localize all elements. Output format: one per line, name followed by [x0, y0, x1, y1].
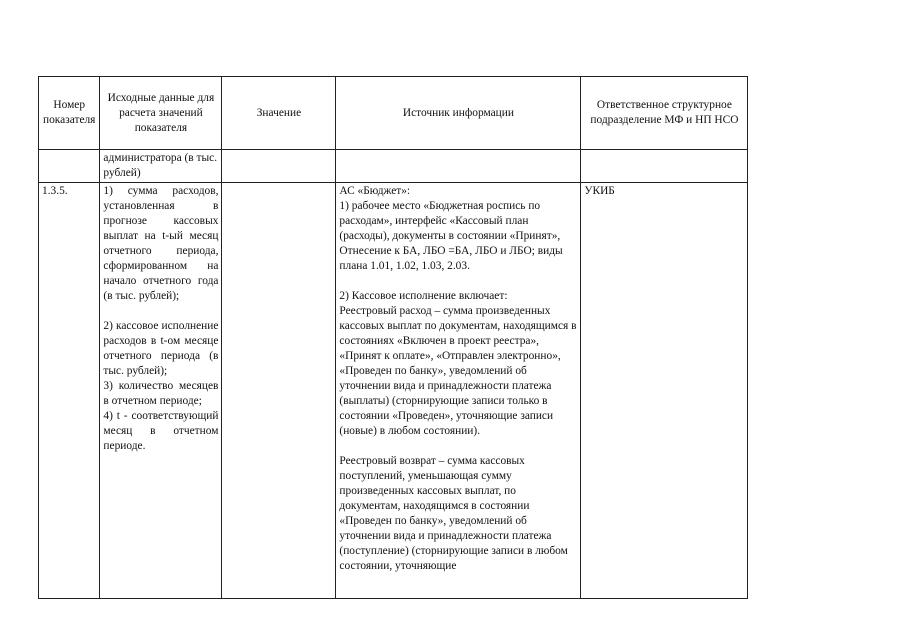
header-info-source: Источник информации [336, 77, 581, 150]
cont-number-cell [39, 150, 100, 183]
header-number: Номер показателя [39, 77, 100, 150]
indicator-value-cell [222, 183, 336, 599]
indicators-table [38, 76, 748, 599]
info-source-item-2-text: Реестровый расход – сумма произведенных кассовых выплат по документам, находящимся в состояниях «Включен в проект реестра», «Принят к оплате», «Отправлен электронно», «Проведен по банку», уведомлений об уточнении вида и принадлежности платежа (выплаты) (сторнирующие записи только в состоянии «Проведен», уточняющие записи (новые) в любом состоянии). [339, 305, 577, 437]
cont-info-source-cell [336, 150, 581, 183]
source-data-item-4: 4) t - соответствующий месяц в отчетном периоде. [103, 410, 219, 452]
cont-responsible-cell [581, 150, 748, 183]
info-source-item-2-title: 2) Кассовое исполнение включает: [339, 290, 508, 302]
info-source-item-3-text: Реестровый возврат – сумма кассовых поступлений, уменьшающая сумму произведенных кассовых выплат, по документам, находящимся в состоянии «Проведен по банку», уведомлений об уточнении вида и принадлежности платежа (поступление) (сторнирующие записи в любом состоянии, уточняющие [339, 455, 568, 572]
indicator-info-source-cell [336, 183, 581, 599]
indicator-number-cell: 1.3.5. [39, 183, 100, 599]
source-data-item-1: 1) сумма расходов, установленная в прогнозе кассовых выплат на t-ый месяц отчетного периода, сформированном на начало отчетного года (в тыс. рублей); [103, 185, 219, 302]
info-source-title: АС «Бюджет»: [339, 185, 411, 197]
continuation-row [39, 150, 748, 183]
source-data-item-3: 3) количество месяцев в отчетном периоде; [103, 380, 219, 407]
cont-value-cell [222, 150, 336, 183]
info-source-item-1: 1) рабочее место «Бюджетная роспись по расходам», интерфейс «Кассовый план (расходы), документы в состоянии «Принят», Отнесение к БА, ЛБО =БА, ЛБО и ЛБО; виды плана 1.01, 1.02, 1.03, 2.03. [339, 200, 563, 272]
indicator-row [39, 183, 748, 599]
header-value: Значение [222, 77, 336, 150]
cont-source-data-cell: администратора (в тыс. рублей) [100, 150, 222, 183]
header-source-data: Исходные данные для расчета значений показателя [100, 77, 222, 150]
source-data-item-2: 2) кассовое исполнение расходов в t-ом месяце отчетного периода (в тыс. рублей); [103, 320, 219, 377]
header-responsible: Ответственное структурное подразделение МФ и НП НСО [581, 77, 748, 150]
table-header-row [39, 77, 748, 150]
indicator-responsible-cell: УКИБ [581, 183, 748, 599]
indicator-source-data-cell [100, 183, 222, 599]
